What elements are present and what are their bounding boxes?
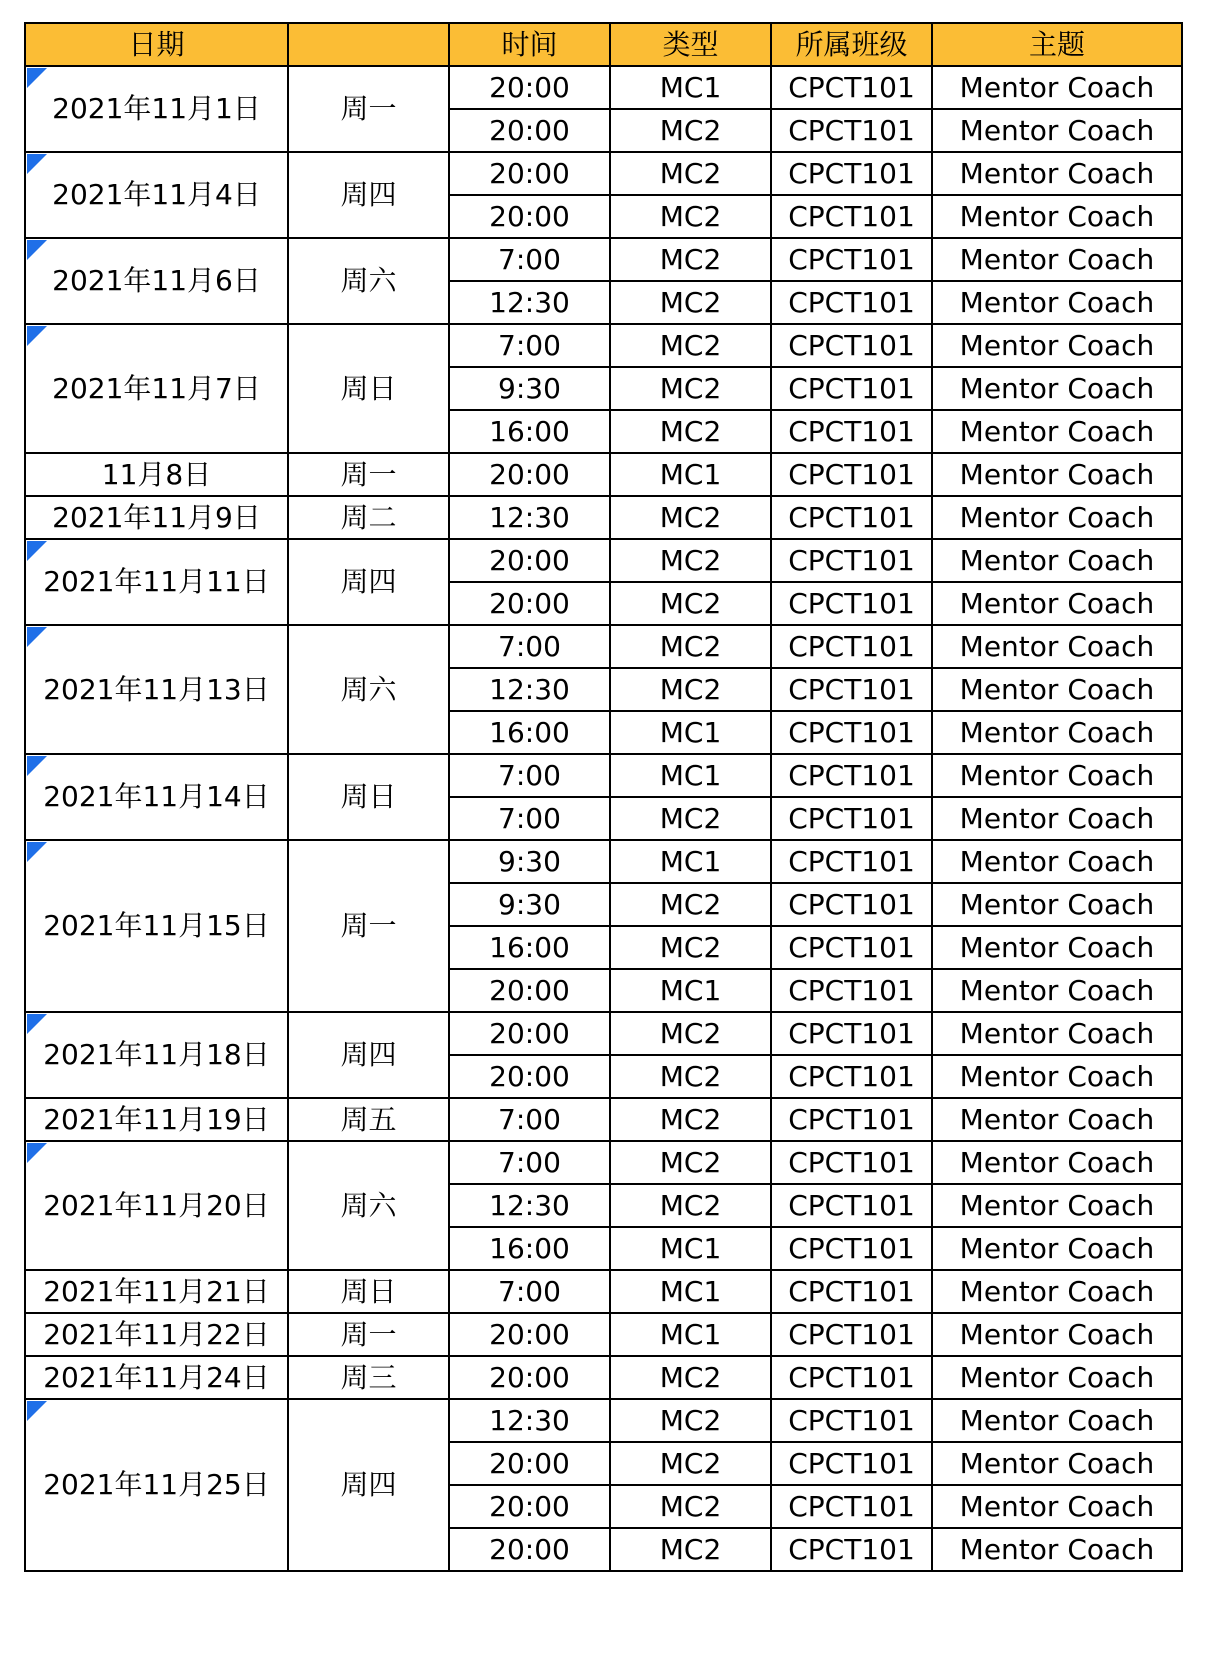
type-cell: MC2 xyxy=(610,1184,771,1227)
date-cell xyxy=(25,66,288,152)
date-cell xyxy=(25,453,288,496)
time-cell: 20:00 xyxy=(449,453,610,496)
type-cell: MC1 xyxy=(610,1270,771,1313)
topic-cell: Mentor Coach xyxy=(932,883,1182,926)
class-cell: CPCT101 xyxy=(771,238,932,281)
topic-cell: Mentor Coach xyxy=(932,1528,1182,1571)
header-time: 时间 xyxy=(449,23,610,66)
time-cell: 20:00 xyxy=(449,1012,610,1055)
date-text: 11月8日 xyxy=(101,457,212,491)
table-row xyxy=(25,1012,1182,1055)
comment-marker-icon[interactable] xyxy=(27,240,47,260)
time-cell: 9:30 xyxy=(449,840,610,883)
type-cell: MC2 xyxy=(610,625,771,668)
type-cell: MC2 xyxy=(610,496,771,539)
time-cell: 7:00 xyxy=(449,1141,610,1184)
time-cell: 20:00 xyxy=(449,1313,610,1356)
type-cell: MC1 xyxy=(610,1227,771,1270)
time-cell: 16:00 xyxy=(449,926,610,969)
type-cell: MC1 xyxy=(610,840,771,883)
date-text: 2021年11月14日 xyxy=(43,780,270,813)
topic-cell: Mentor Coach xyxy=(932,1399,1182,1442)
time-cell: 7:00 xyxy=(449,625,610,668)
date-text: 2021年11月7日 xyxy=(52,371,261,405)
time-cell: 20:00 xyxy=(449,539,610,582)
topic-cell: Mentor Coach xyxy=(932,926,1182,969)
date-text: 2021年11月9日 xyxy=(52,500,261,534)
header-weekday xyxy=(288,23,449,66)
type-cell: MC1 xyxy=(610,1313,771,1356)
weekday-cell: 周日 xyxy=(288,754,449,840)
comment-marker-icon[interactable] xyxy=(27,627,47,647)
date-text: 2021年11月19日 xyxy=(43,1102,270,1136)
weekday-cell: 周四 xyxy=(288,1012,449,1098)
time-cell: 16:00 xyxy=(449,711,610,754)
time-cell: 7:00 xyxy=(449,324,610,367)
class-cell: CPCT101 xyxy=(771,969,932,1012)
date-cell xyxy=(25,1270,288,1313)
type-cell: MC1 xyxy=(610,969,771,1012)
header-class: 所属班级 xyxy=(771,23,932,66)
type-cell: MC2 xyxy=(610,109,771,152)
topic-cell: Mentor Coach xyxy=(932,1356,1182,1399)
date-text: 2021年11月24日 xyxy=(43,1360,270,1394)
date-cell xyxy=(25,754,288,840)
topic-cell: Mentor Coach xyxy=(932,496,1182,539)
date-cell xyxy=(25,539,288,625)
class-cell: CPCT101 xyxy=(771,367,932,410)
comment-marker-icon[interactable] xyxy=(27,541,47,561)
type-cell: MC2 xyxy=(610,195,771,238)
class-cell: CPCT101 xyxy=(771,539,932,582)
type-cell: MC2 xyxy=(610,1528,771,1571)
topic-cell: Mentor Coach xyxy=(932,1227,1182,1270)
comment-marker-icon[interactable] xyxy=(27,1143,47,1163)
table-row xyxy=(25,1399,1182,1442)
type-cell: MC2 xyxy=(610,1399,771,1442)
time-cell: 16:00 xyxy=(449,1227,610,1270)
table-row xyxy=(25,152,1182,195)
time-cell: 7:00 xyxy=(449,754,610,797)
class-cell: CPCT101 xyxy=(771,281,932,324)
time-cell: 12:30 xyxy=(449,496,610,539)
date-text: 2021年11月20日 xyxy=(43,1188,270,1222)
weekday-cell: 周二 xyxy=(288,496,449,539)
topic-cell: Mentor Coach xyxy=(932,1012,1182,1055)
date-text: 2021年11月1日 xyxy=(52,92,261,125)
topic-cell: Mentor Coach xyxy=(932,582,1182,625)
date-text: 2021年11月15日 xyxy=(43,909,270,942)
comment-marker-icon[interactable] xyxy=(27,326,47,346)
weekday-cell: 周一 xyxy=(288,453,449,496)
topic-cell: Mentor Coach xyxy=(932,1098,1182,1141)
table-row xyxy=(25,840,1182,883)
table-row xyxy=(25,1098,1182,1141)
class-cell: CPCT101 xyxy=(771,324,932,367)
topic-cell: Mentor Coach xyxy=(932,453,1182,496)
date-cell xyxy=(25,1313,288,1356)
date-text: 2021年11月22日 xyxy=(43,1317,270,1351)
weekday-cell: 周四 xyxy=(288,1399,449,1571)
weekday-cell: 周日 xyxy=(288,1270,449,1313)
table-row xyxy=(25,1141,1182,1184)
type-cell: MC2 xyxy=(610,582,771,625)
topic-cell: Mentor Coach xyxy=(932,797,1182,840)
time-cell: 20:00 xyxy=(449,1356,610,1399)
type-cell: MC2 xyxy=(610,1442,771,1485)
topic-cell: Mentor Coach xyxy=(932,109,1182,152)
time-cell: 20:00 xyxy=(449,1055,610,1098)
table-row xyxy=(25,496,1182,539)
class-cell: CPCT101 xyxy=(771,410,932,453)
topic-cell: Mentor Coach xyxy=(932,1442,1182,1485)
class-cell: CPCT101 xyxy=(771,1141,932,1184)
type-cell: MC2 xyxy=(610,1356,771,1399)
date-cell xyxy=(25,1356,288,1399)
class-cell: CPCT101 xyxy=(771,66,932,109)
date-cell xyxy=(25,1098,288,1141)
topic-cell: Mentor Coach xyxy=(932,66,1182,109)
date-text: 2021年11月11日 xyxy=(43,565,270,598)
topic-cell: Mentor Coach xyxy=(932,195,1182,238)
table-row xyxy=(25,324,1182,367)
comment-marker-icon[interactable] xyxy=(27,1014,47,1034)
topic-cell: Mentor Coach xyxy=(932,1313,1182,1356)
type-cell: MC2 xyxy=(610,281,771,324)
class-cell: CPCT101 xyxy=(771,1270,932,1313)
class-cell: CPCT101 xyxy=(771,1184,932,1227)
class-cell: CPCT101 xyxy=(771,453,932,496)
topic-cell: Mentor Coach xyxy=(932,754,1182,797)
comment-marker-icon[interactable] xyxy=(27,68,47,88)
topic-cell: Mentor Coach xyxy=(932,711,1182,754)
topic-cell: Mentor Coach xyxy=(932,668,1182,711)
time-cell: 20:00 xyxy=(449,1528,610,1571)
table-row xyxy=(25,238,1182,281)
class-cell: CPCT101 xyxy=(771,1313,932,1356)
weekday-cell: 周三 xyxy=(288,1356,449,1399)
class-cell: CPCT101 xyxy=(771,1012,932,1055)
time-cell: 12:30 xyxy=(449,668,610,711)
table-header xyxy=(25,23,1182,66)
time-cell: 7:00 xyxy=(449,1098,610,1141)
type-cell: MC1 xyxy=(610,66,771,109)
class-cell: CPCT101 xyxy=(771,496,932,539)
class-cell: CPCT101 xyxy=(771,1528,932,1571)
topic-cell: Mentor Coach xyxy=(932,1055,1182,1098)
class-cell: CPCT101 xyxy=(771,926,932,969)
topic-cell: Mentor Coach xyxy=(932,539,1182,582)
time-cell: 12:30 xyxy=(449,1399,610,1442)
class-cell: CPCT101 xyxy=(771,195,932,238)
time-cell: 16:00 xyxy=(449,410,610,453)
type-cell: MC2 xyxy=(610,324,771,367)
date-text: 2021年11月21日 xyxy=(43,1274,270,1308)
table-row xyxy=(25,1356,1182,1399)
class-cell: CPCT101 xyxy=(771,109,932,152)
date-cell xyxy=(25,496,288,539)
class-cell: CPCT101 xyxy=(771,1485,932,1528)
topic-cell: Mentor Coach xyxy=(932,1270,1182,1313)
table-row xyxy=(25,1313,1182,1356)
type-cell: MC2 xyxy=(610,883,771,926)
date-cell xyxy=(25,152,288,238)
time-cell: 20:00 xyxy=(449,582,610,625)
time-cell: 9:30 xyxy=(449,883,610,926)
time-cell: 20:00 xyxy=(449,152,610,195)
weekday-cell: 周四 xyxy=(288,539,449,625)
type-cell: MC2 xyxy=(610,1098,771,1141)
class-cell: CPCT101 xyxy=(771,582,932,625)
date-cell xyxy=(25,1141,288,1270)
time-cell: 20:00 xyxy=(449,109,610,152)
weekday-cell: 周一 xyxy=(288,66,449,152)
time-cell: 9:30 xyxy=(449,367,610,410)
header-type: 类型 xyxy=(610,23,771,66)
type-cell: MC1 xyxy=(610,453,771,496)
header-row xyxy=(25,23,1182,66)
topic-cell: Mentor Coach xyxy=(932,324,1182,367)
class-cell: CPCT101 xyxy=(771,797,932,840)
topic-cell: Mentor Coach xyxy=(932,840,1182,883)
header-topic: 主题 xyxy=(932,23,1182,66)
table-row xyxy=(25,1270,1182,1313)
class-cell: CPCT101 xyxy=(771,668,932,711)
topic-cell: Mentor Coach xyxy=(932,625,1182,668)
header-date: 日期 xyxy=(25,23,288,66)
class-cell: CPCT101 xyxy=(771,1399,932,1442)
time-cell: 7:00 xyxy=(449,797,610,840)
time-cell: 20:00 xyxy=(449,1442,610,1485)
weekday-cell: 周六 xyxy=(288,1141,449,1270)
topic-cell: Mentor Coach xyxy=(932,367,1182,410)
weekday-cell: 周一 xyxy=(288,1313,449,1356)
table-row xyxy=(25,625,1182,668)
date-cell xyxy=(25,324,288,453)
time-cell: 12:30 xyxy=(449,1184,610,1227)
type-cell: MC2 xyxy=(610,238,771,281)
comment-marker-icon[interactable] xyxy=(27,154,47,174)
type-cell: MC2 xyxy=(610,152,771,195)
type-cell: MC2 xyxy=(610,1055,771,1098)
topic-cell: Mentor Coach xyxy=(932,1485,1182,1528)
topic-cell: Mentor Coach xyxy=(932,1184,1182,1227)
weekday-cell: 周一 xyxy=(288,840,449,1012)
class-cell: CPCT101 xyxy=(771,883,932,926)
type-cell: MC2 xyxy=(610,926,771,969)
type-cell: MC1 xyxy=(610,754,771,797)
type-cell: MC2 xyxy=(610,410,771,453)
class-cell: CPCT101 xyxy=(771,1356,932,1399)
time-cell: 20:00 xyxy=(449,66,610,109)
class-cell: CPCT101 xyxy=(771,1055,932,1098)
table-row xyxy=(25,754,1182,797)
weekday-cell: 周日 xyxy=(288,324,449,453)
type-cell: MC2 xyxy=(610,1141,771,1184)
date-cell xyxy=(25,625,288,754)
class-cell: CPCT101 xyxy=(771,754,932,797)
class-cell: CPCT101 xyxy=(771,840,932,883)
date-cell xyxy=(25,840,288,1012)
table-body xyxy=(25,66,1182,1571)
type-cell: MC2 xyxy=(610,668,771,711)
type-cell: MC2 xyxy=(610,1485,771,1528)
topic-cell: Mentor Coach xyxy=(932,281,1182,324)
time-cell: 20:00 xyxy=(449,969,610,1012)
time-cell: 7:00 xyxy=(449,1270,610,1313)
class-cell: CPCT101 xyxy=(771,625,932,668)
date-text: 2021年11月4日 xyxy=(52,178,261,211)
date-text: 2021年11月6日 xyxy=(52,264,261,297)
table-row xyxy=(25,453,1182,496)
comment-marker-icon[interactable] xyxy=(27,842,47,862)
schedule-table xyxy=(24,22,1183,1572)
topic-cell: Mentor Coach xyxy=(932,969,1182,1012)
topic-cell: Mentor Coach xyxy=(932,410,1182,453)
type-cell: MC2 xyxy=(610,367,771,410)
type-cell: MC1 xyxy=(610,711,771,754)
time-cell: 7:00 xyxy=(449,238,610,281)
class-cell: CPCT101 xyxy=(771,711,932,754)
weekday-cell: 周六 xyxy=(288,625,449,754)
time-cell: 12:30 xyxy=(449,281,610,324)
date-cell xyxy=(25,1399,288,1571)
weekday-cell: 周五 xyxy=(288,1098,449,1141)
time-cell: 20:00 xyxy=(449,1485,610,1528)
comment-marker-icon[interactable] xyxy=(27,756,47,776)
topic-cell: Mentor Coach xyxy=(932,1141,1182,1184)
class-cell: CPCT101 xyxy=(771,1227,932,1270)
date-text: 2021年11月13日 xyxy=(43,672,270,706)
time-cell: 20:00 xyxy=(449,195,610,238)
weekday-cell: 周六 xyxy=(288,238,449,324)
weekday-cell: 周四 xyxy=(288,152,449,238)
topic-cell: Mentor Coach xyxy=(932,152,1182,195)
date-text: 2021年11月18日 xyxy=(43,1038,270,1071)
table-row xyxy=(25,66,1182,109)
topic-cell: Mentor Coach xyxy=(932,238,1182,281)
date-cell xyxy=(25,238,288,324)
comment-marker-icon[interactable] xyxy=(27,1401,47,1421)
class-cell: CPCT101 xyxy=(771,1442,932,1485)
class-cell: CPCT101 xyxy=(771,1098,932,1141)
type-cell: MC2 xyxy=(610,1012,771,1055)
table-row xyxy=(25,539,1182,582)
type-cell: MC2 xyxy=(610,797,771,840)
date-cell xyxy=(25,1012,288,1098)
type-cell: MC2 xyxy=(610,539,771,582)
class-cell: CPCT101 xyxy=(771,152,932,195)
date-text: 2021年11月25日 xyxy=(43,1468,270,1501)
